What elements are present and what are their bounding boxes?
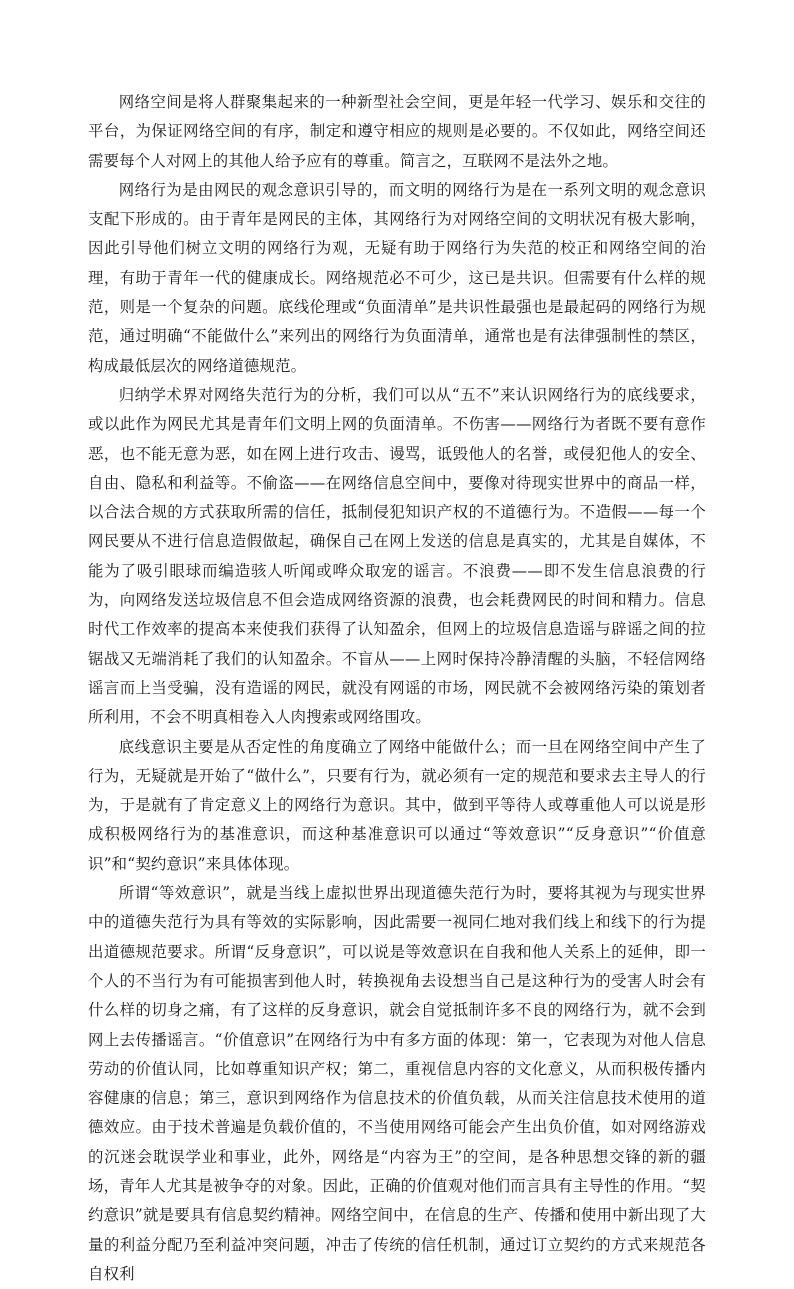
paragraph-4: 底线意识主要是从否定性的角度确立了网络中能做什么；而一旦在网络空间中产生了行为，无疑就是开始了“做什么”，只要有行为，就必须有一定的规范和要求去主导人的行为，于是就有了肯定意义上的网络行为意识。其中，做到平等待人或尊重他人可以说是形成积极网络行为的基准意识，而这种基准意识可以通过“等效意识”“反身意识”“价值意识”和“契约意识”来具体体现。 [88,737,706,873]
paragraph-3: 归纳学术界对网络失范行为的分析，我们可以从“五不”来认识网络行为的底线要求，或以此作为网民尤其是青年们文明上网的负面清单。不伤害——网络行为者既不要有意作恶，也不能无意为恶，如在网上进行攻击、谩骂，诋毁他人的名誉，或侵犯他人的安全、自由、隐私和利益等。不偷盗——在网络信息空间中，要像对待现实世界中的商品一样，以合法合规的方式获取所需的信任，抵制侵犯知识产权的不道德行为。不造假——每一个网民要从不进行信息造假做起，确保自己在网上发送的信息是真实的，尤其是自媒体，不能为了吸引眼球而编造骇人听闻或哗众取宠的谣言。不浪费——即不发生信息浪费的行为，向网络发送垃圾信息不但会造成网络资源的浪费，也会耗费网民的时间和精力。信息时代工作效率的提高本来使我们获得了认知盈余，但网上的垃圾信息造谣与辟谣之间的拉锯战又无端消耗了我们的认知盈余。不盲从——上网时保持冷静清醒的头脑，不轻信网络谣言而上当受骗，没有造谣的网民，就没有网谣的市场，网民就不会被网络污染的策划者所利用，不会不明真相卷入人肉搜索或网络围攻。 [88,385,706,727]
paragraph-2: 网络行为是由网民的观念意识引导的，而文明的网络行为是在一系列文明的观念意识支配下形成的。由于青年是网民的主体，其网络行为对网络空间的文明状况有极大影响，因此引导他们树立文明的网络行为观，无疑有助于网络行为失范的校正和网络空间的治理，有助于青年一代的健康成长。网络规范必不可少，这已是共识。但需要有什么样的规范，则是一个复杂的问题。底线伦理或“负面清单”是共识性最强也是最起码的网络行为规范，通过明确“不能做什么”来列出的网络行为负面清单，通常也是有法律强制性的禁区，构成最低层次的网络道德规范。 [88,180,706,375]
article-body [88,88,706,1289]
paragraph-5: 所谓“等效意识”，就是当线上虚拟世界出现道德失范行为时，要将其视为与现实世界中的道德失范行为具有等效的实际影响，因此需要一视同仁地对我们线上和线下的行为提出道德规范要求。所谓“反身意识”，可以说是等效意识在自我和他人关系上的延伸，即一个人的不当行为有可能损害到他人时，转换视角去设想当自己是这种行为的受害人时会有什么样的切身之痛，有了这样的反身意识，就会自觉抵制许多不良的网络行为，就不会到网上去传播谣言。“价值意识”在网络行为中有多方面的体现：第一，它表现为对他人信息劳动的价值认同，比如尊重知识产权；第二，重视信息内容的文化意义，从而积极传播内容健康的信息；第三，意识到网络作为信息技术的价值负载，从而关注信息技术使用的道德效应。由于技术普遍是负载价值的，不当使用网络可能会产生出负价值，如对网络游戏的沉迷会耽误学业和事业，此外，网络是“内容为王”的空间，是各种思想交锋的新的疆场，青年人尤其是被争夺的对象。因此，正确的价值观对他们而言具有主导性的作用。“契约意识”就是要具有信息契约精神。网络空间中，在信息的生产、传播和使用中新出现了大量的利益分配乃至利益冲突问题，冲击了传统的信任机制，通过订立契约的方式来规范各自权利 [88,884,706,1283]
paragraph-1: 网络空间是将人群聚集起来的一种新型社会空间，更是年轻一代学习、娱乐和交往的平台，为保证网络空间的有序，制定和遵守相应的规则是必要的。不仅如此，网络空间还需要每个人对网上的其他人给予应有的尊重。简言之，互联网不是法外之地。 [88,93,706,170]
